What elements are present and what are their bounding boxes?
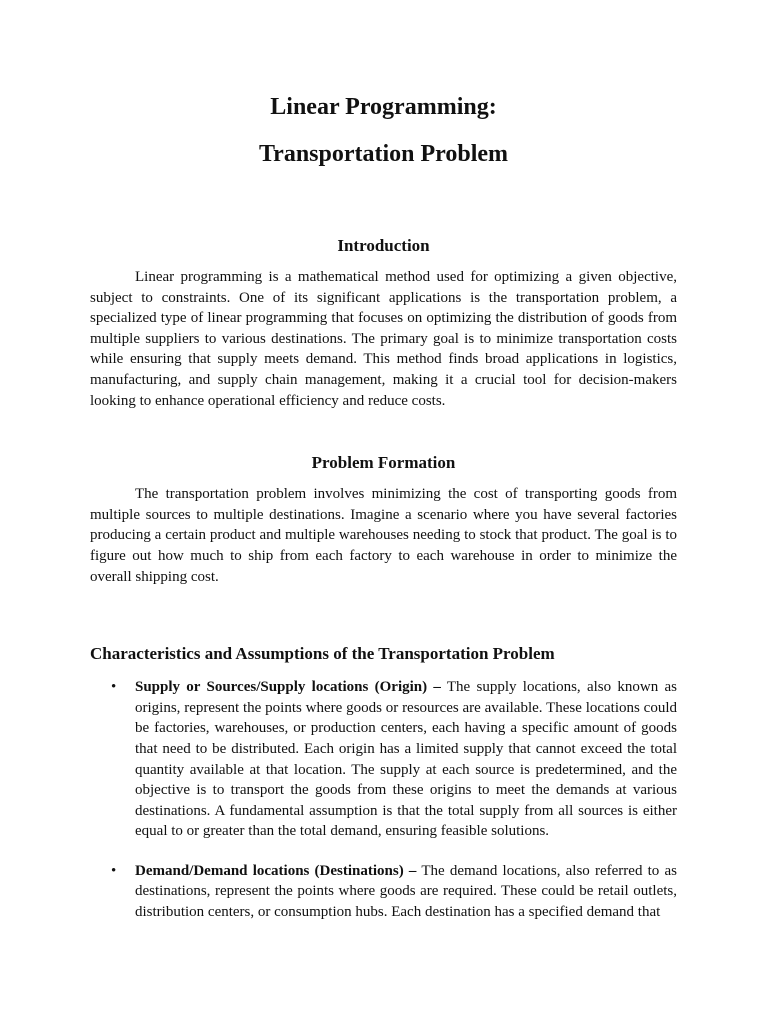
document-title-line2: Transportation Problem — [258, 141, 509, 167]
characteristics-heading: Characteristics and Assumptions of the Transportation Problem — [90, 644, 555, 664]
list-item — [90, 677, 677, 842]
document-page — [90, 92, 677, 942]
problem-formation-paragraph: The transportation problem involves minimizing the cost of transporting goods from multiple sources to multiple destinations. Imagine a scenario where you have several factories producing a certain product and multiple warehouses needing to stock that product. The goal is to figure out how much to ship from each factory to each warehouse in order to minimize the overall shipping cost. — [90, 486, 677, 585]
list-item-term: Supply or Sources/Supply locations (Origin) – — [135, 679, 441, 696]
characteristics-list — [90, 677, 677, 923]
bullet-icon: • — [111, 862, 117, 879]
list-item-term: Demand/Demand locations (Destinations) – — [135, 862, 417, 879]
problem-formation-heading: Problem Formation — [311, 453, 456, 473]
list-item-text: The supply locations, also known as origins, represent the points where goods or resources are available. These locations could be factories, warehouses, or production centers, each having a specific amount of goods that need to be distributed. Each origin has a limited supply that cannot exceed the total quantity available at that location. The supply at each source is predetermined, and the objective is to transport the goods from these origins to meet the demands at various destinations. A fundamental assumption is that the total supply from all sources is either equal to or greater than the total demand, ensuring feasible solutions. — [135, 679, 677, 840]
bullet-icon: • — [111, 679, 117, 696]
introduction-heading: Introduction — [337, 236, 430, 255]
list-item — [90, 861, 677, 923]
introduction-paragraph: Linear programming is a mathematical method used for optimizing a given objective, subject to constraints. One of its significant applications is the transportation problem, a specialized type of linear programming that focuses on optimizing the distribution of goods from multiple suppliers to various destinations. The primary goal is to minimize transportation costs while ensuring that supply meets demand. This method finds broad applications in logistics, manufacturing, and supply chain management, making it a crucial tool for decision-makers looking to enhance operational efficiency and reduce costs. — [90, 269, 677, 409]
list-item-text: The demand locations, also referred to as destinations, represent the points where goods are required. These could be retail outlets, distribution centers, or consumption hubs. Each destination has a specified demand that — [135, 862, 677, 921]
document-title-line1: Linear Programming: — [270, 94, 497, 120]
